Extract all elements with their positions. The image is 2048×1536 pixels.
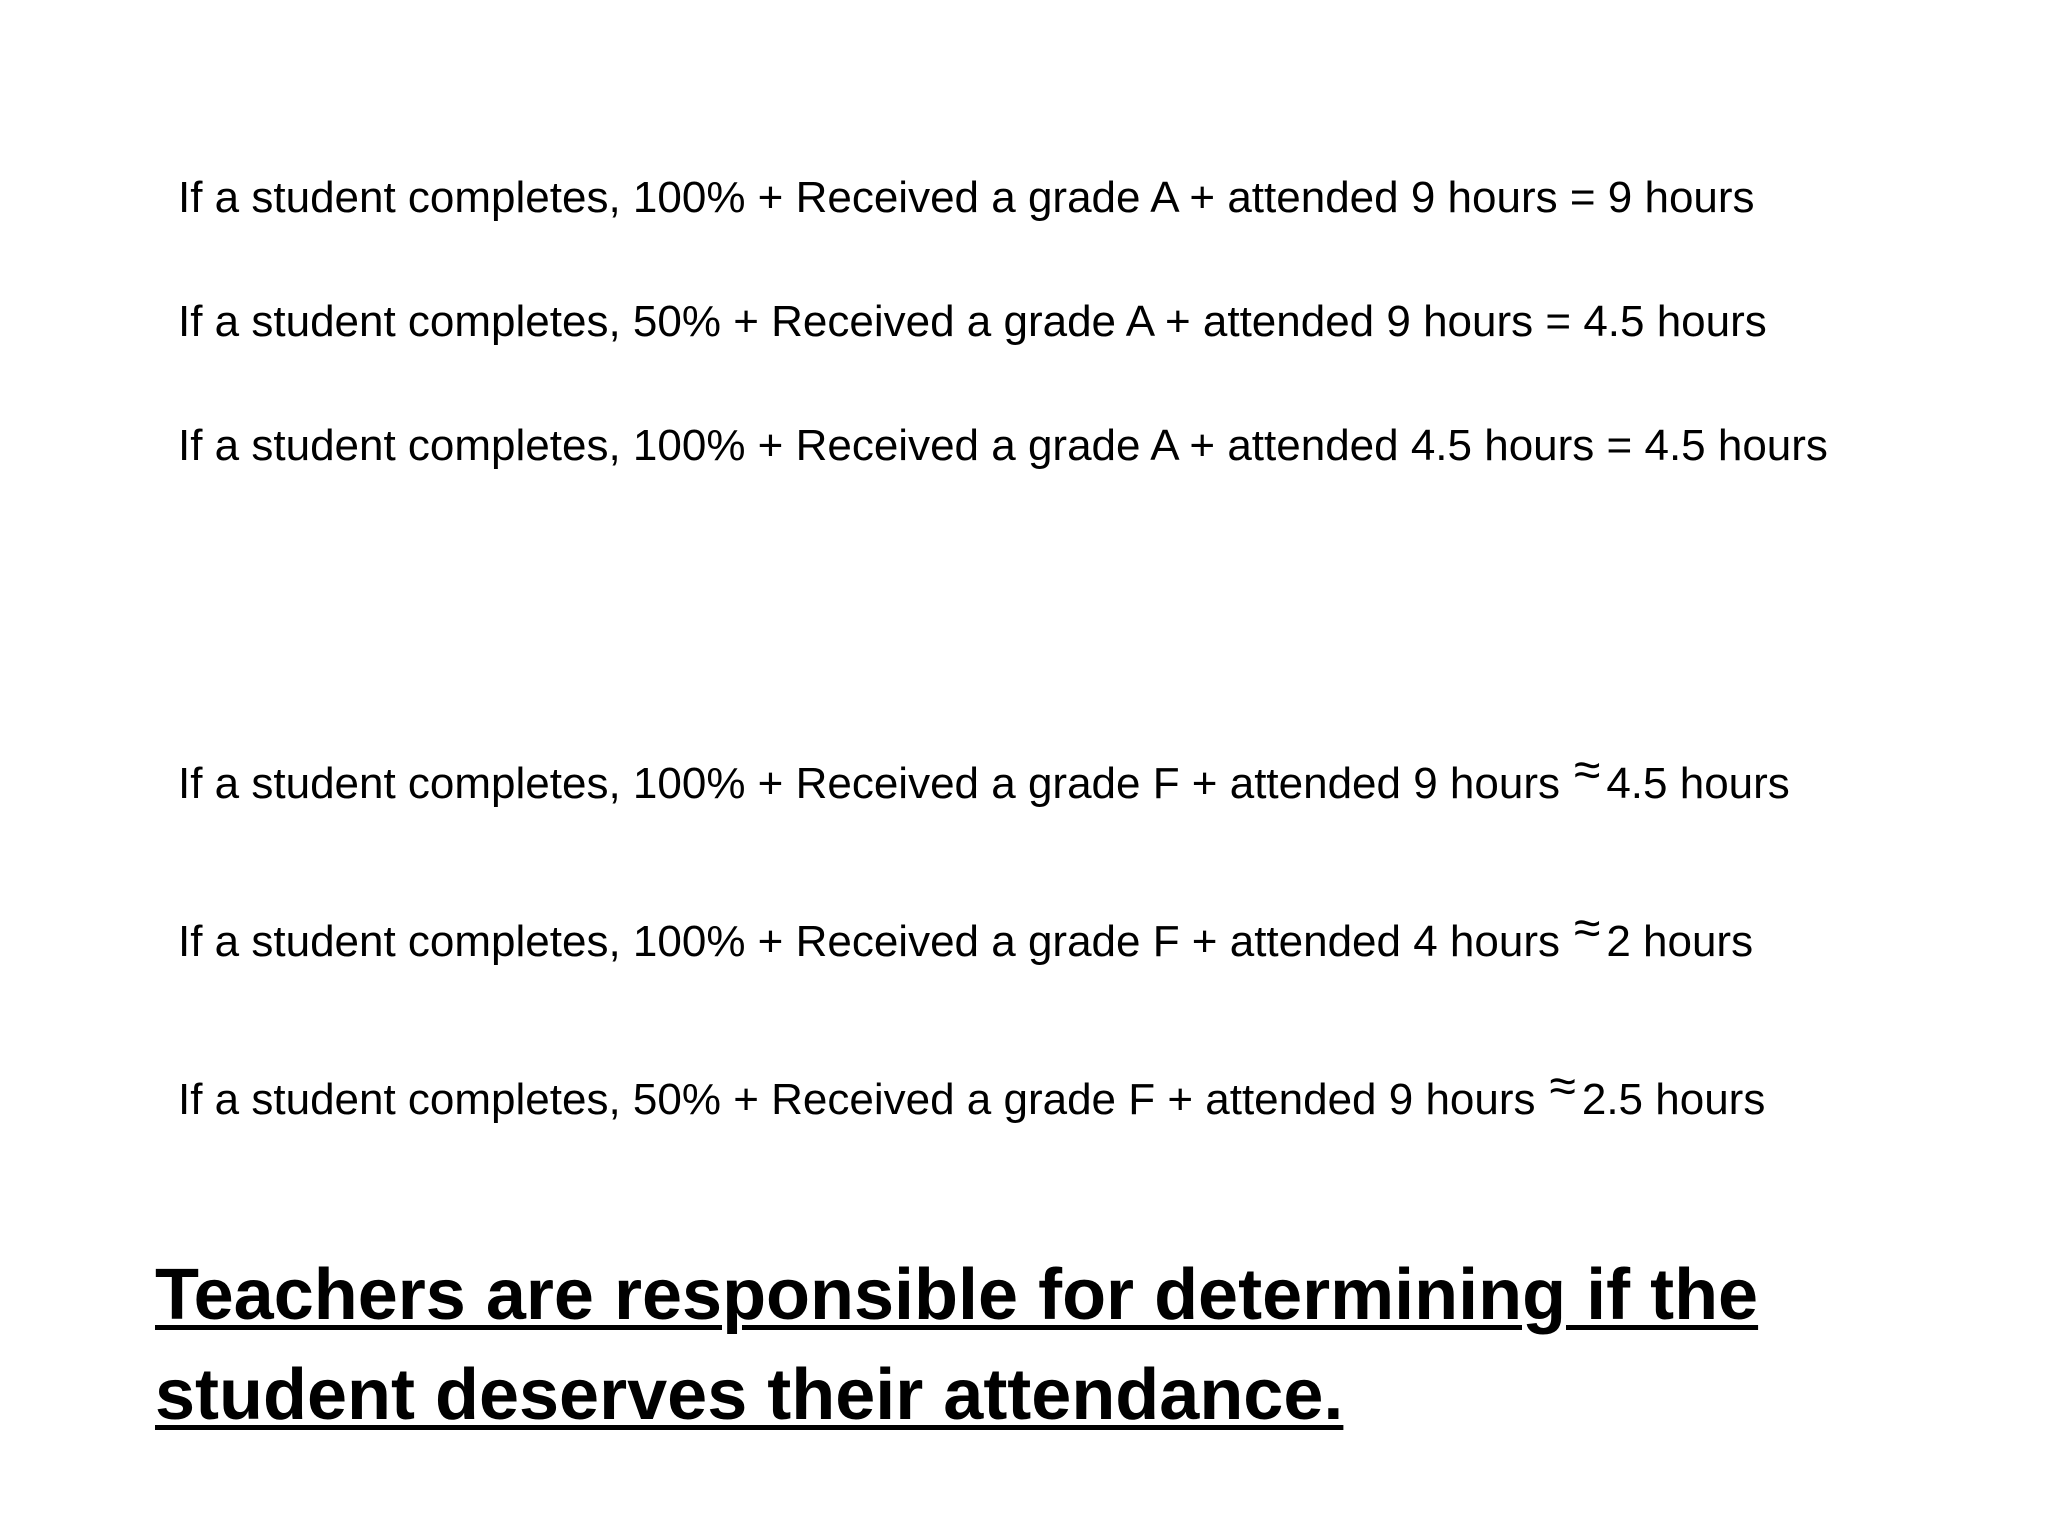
rule-condition: If a student completes, 100% + Received a grade A + attended 4.5 hours [178, 421, 1595, 470]
grade-a-rule-2 [178, 296, 1767, 348]
grade-a-rule-1 [178, 172, 1755, 224]
rule-operator: = [1545, 297, 1572, 346]
approx-operator: ≈ [1549, 1060, 1576, 1113]
approx-operator: ≈ [1573, 902, 1601, 955]
conclusion-line-1: Teachers are responsible for determining if the [155, 1255, 1759, 1335]
rule-condition: If a student completes, 100% + Received a grade F + attended 9 hours [178, 759, 1560, 808]
rule-result: 4.5 hours [1583, 297, 1767, 346]
rule-result: 2 hours [1606, 917, 1754, 966]
grade-a-rule-3 [178, 420, 1828, 472]
approx-operator: ≈ [1573, 744, 1601, 797]
grade-f-rule-1 [178, 744, 1790, 810]
rule-condition: If a student completes, 100% + Received a grade F + attended 4 hours [178, 917, 1560, 966]
rule-result: 4.5 hours [1644, 421, 1828, 470]
rule-condition: If a student completes, 50% + Received a grade F + attended 9 hours [178, 1075, 1536, 1124]
rule-operator: = [1569, 173, 1596, 222]
rule-operator: = [1606, 421, 1633, 470]
rule-result: 4.5 hours [1606, 759, 1790, 808]
rule-condition: If a student completes, 50% + Received a grade A + attended 9 hours [178, 297, 1534, 346]
rule-result: 9 hours [1607, 173, 1755, 222]
rule-condition: If a student completes, 100% + Received a grade A + attended 9 hours [178, 173, 1558, 222]
conclusion-line-2: student deserves their attendance. [155, 1355, 1344, 1435]
grade-f-rule-2 [178, 902, 1754, 968]
grade-f-rule-3 [178, 1060, 1766, 1126]
rule-result: 2.5 hours [1581, 1075, 1766, 1124]
conclusion-statement [155, 1245, 1758, 1445]
